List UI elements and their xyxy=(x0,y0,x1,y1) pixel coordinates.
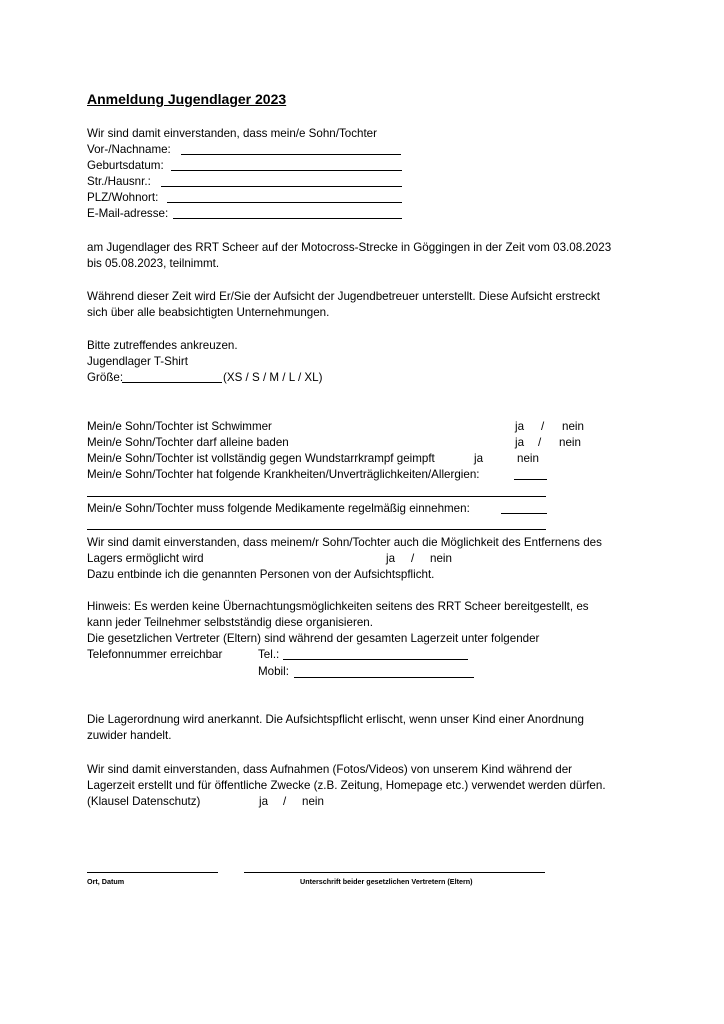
media-text-line1: Wir sind damit einverstanden, dass Aufnahmen (Fotos/Videos) von unserem Kind während der xyxy=(87,763,573,776)
birthdate-input-line[interactable] xyxy=(171,170,402,171)
bathe-ja-option[interactable]: ja xyxy=(515,436,525,449)
tetanus-nein-option[interactable]: nein xyxy=(517,452,539,465)
leave-slash: / xyxy=(411,552,415,565)
media-ja-option[interactable]: ja xyxy=(259,795,269,808)
question-illness: Mein/e Sohn/Tochter hat folgende Krankheiten/Unverträglichkeiten/Allergien: xyxy=(87,468,480,481)
street-input-line[interactable] xyxy=(161,186,402,187)
rules-text-line1: Die Lagerordnung wird anerkannt. Die Aufsichtspflicht erlischt, wenn unser Kind einer Anordnung xyxy=(87,713,584,726)
size-label: Größe: xyxy=(87,371,124,384)
size-input-line[interactable] xyxy=(122,382,222,383)
consent-intro: Wir sind damit einverstanden, dass mein/e Sohn/Tochter xyxy=(87,127,377,140)
size-options: (XS / S / M / L / XL) xyxy=(223,371,323,384)
tick-hint: Bitte zutreffendes ankreuzen. xyxy=(87,339,238,352)
place-date-line[interactable] xyxy=(87,872,218,873)
question-swimmer: Mein/e Sohn/Tochter ist Schwimmer xyxy=(87,420,272,433)
field-label-email: E-Mail-adresse: xyxy=(87,207,169,220)
media-nein-option[interactable]: nein xyxy=(302,795,324,808)
bathe-nein-option[interactable]: nein xyxy=(559,436,581,449)
rules-text-line2: zuwider handelt. xyxy=(87,729,172,742)
media-text-line2: Lagerzeit erstellt und für öffentliche Zwecke (z.B. Zeitung, Homepage etc.) verwendet werden dürfen. xyxy=(87,779,606,792)
question-medication: Mein/e Sohn/Tochter muss folgende Medikamente regelmäßig einnehmen: xyxy=(87,502,470,515)
illness-input-line[interactable] xyxy=(514,479,547,480)
field-label-street: Str./Hausnr.: xyxy=(87,175,151,188)
medication-input-line[interactable] xyxy=(501,513,547,514)
tel-label: Tel.: xyxy=(258,648,280,661)
question-bathe: Mein/e Sohn/Tochter darf alleine baden xyxy=(87,436,289,449)
leave-text-line2: Lagers ermöglicht wird xyxy=(87,552,204,565)
participation-text-line1: am Jugendlager des RRT Scheer auf der Motocross-Strecke in Göggingen in der Zeit vom 03.08.2023 xyxy=(87,241,612,254)
field-label-name: Vor-/Nachname: xyxy=(87,143,171,156)
swimmer-nein-option[interactable]: nein xyxy=(562,420,584,433)
participation-text-line2: bis 05.08.2023, teilnimmt. xyxy=(87,257,220,270)
question-tetanus: Mein/e Sohn/Tochter ist vollständig gegen Wundstarrkrampf geimpft xyxy=(87,452,435,465)
swimmer-slash: / xyxy=(541,420,545,433)
email-input-line[interactable] xyxy=(173,218,402,219)
media-slash: / xyxy=(283,795,287,808)
signature-label: Unterschrift beider gesetzlichen Vertretern (Eltern) xyxy=(300,877,473,886)
swimmer-ja-option[interactable]: ja xyxy=(515,420,525,433)
mobil-input-line[interactable] xyxy=(294,677,474,678)
supervision-text-line1: Während dieser Zeit wird Er/Sie der Aufsicht der Jugendbetreuer unterstellt. Diese Aufsicht erstreckt xyxy=(87,290,600,303)
media-text-line3: (Klausel Datenschutz) xyxy=(87,795,201,808)
leave-ja-option[interactable]: ja xyxy=(386,552,396,565)
leave-nein-option[interactable]: nein xyxy=(430,552,452,565)
notice-text-line2: kann jeder Teilnehmer selbstständig diese organisieren. xyxy=(87,616,373,629)
supervision-text-line2: sich über alle beabsichtigten Unternehmungen. xyxy=(87,306,330,319)
signature-line[interactable] xyxy=(244,872,545,873)
name-input-line[interactable] xyxy=(181,154,401,155)
city-input-line[interactable] xyxy=(167,202,402,203)
mobil-label: Mobil: xyxy=(258,665,289,678)
tshirt-label: Jugendlager T-Shirt xyxy=(87,355,188,368)
tel-input-line[interactable] xyxy=(283,659,468,660)
notice-text-line3: Die gesetzlichen Vertreter (Eltern) sind während der gesamten Lagerzeit unter folgender xyxy=(87,632,540,645)
phone-intro: Telefonnummer erreichbar xyxy=(87,648,223,661)
leave-text-line3: Dazu entbinde ich die genannten Personen von der Aufsichtspflicht. xyxy=(87,568,435,581)
leave-text-line1: Wir sind damit einverstanden, dass meinem/r Sohn/Tochter auch die Möglichkeit des Entfernens des xyxy=(87,536,602,549)
medication-input-line-2[interactable] xyxy=(87,529,546,530)
illness-input-line-2[interactable] xyxy=(87,496,546,497)
form-title: Anmeldung Jugendlager 2023 xyxy=(87,91,287,107)
field-label-city: PLZ/Wohnort: xyxy=(87,191,159,204)
tetanus-ja-option[interactable]: ja xyxy=(474,452,484,465)
place-date-label: Ort, Datum xyxy=(87,877,125,886)
field-label-birthdate: Geburtsdatum: xyxy=(87,159,164,172)
notice-text-line1: Hinweis: Es werden keine Übernachtungsmöglichkeiten seitens des RRT Scheer bereitgestellt, es xyxy=(87,600,589,613)
bathe-slash: / xyxy=(538,436,542,449)
